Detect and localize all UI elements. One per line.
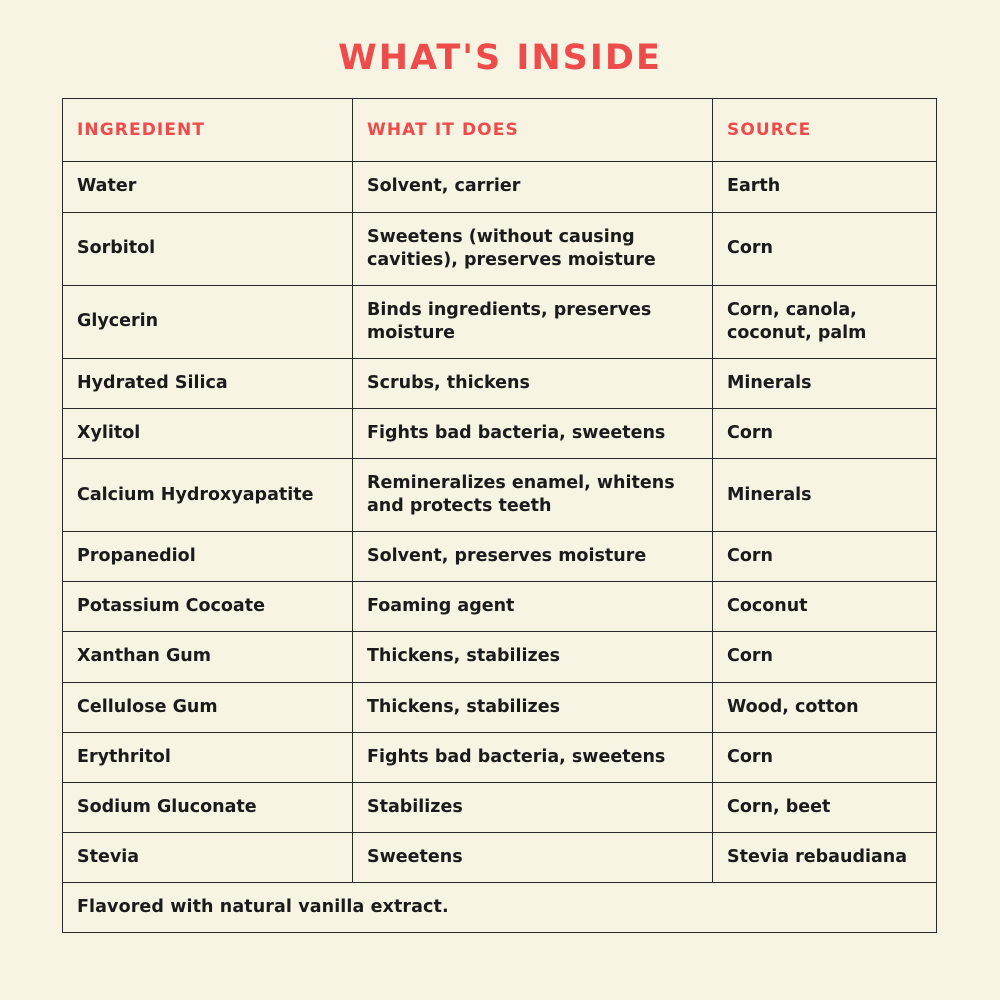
cell-ingredient: Water [63, 162, 353, 212]
footnote-text: Flavored with natural vanilla extract. [63, 882, 937, 932]
cell-source: Corn [713, 212, 937, 285]
cell-ingredient: Propanediol [63, 532, 353, 582]
table-header-row [63, 99, 937, 162]
cell-source: Stevia rebaudiana [713, 832, 937, 882]
cell-source: Minerals [713, 459, 937, 532]
cell-source: Minerals [713, 358, 937, 408]
table-row [63, 732, 937, 782]
cell-ingredient: Xylitol [63, 409, 353, 459]
cell-source: Corn [713, 532, 937, 582]
cell-ingredient: Glycerin [63, 285, 353, 358]
table-row [63, 782, 937, 832]
table-row [63, 459, 937, 532]
cell-source: Wood, cotton [713, 682, 937, 732]
column-header-ingredient: INGREDIENT [63, 99, 353, 162]
cell-what-it-does: Remineralizes enamel, whitens and protects teeth [353, 459, 713, 532]
cell-ingredient: Erythritol [63, 732, 353, 782]
table-header [63, 99, 937, 162]
cell-source: Corn, canola, coconut, palm [713, 285, 937, 358]
cell-what-it-does: Scrubs, thickens [353, 358, 713, 408]
table-footnote-row [63, 882, 937, 932]
cell-what-it-does: Solvent, carrier [353, 162, 713, 212]
table-row [63, 582, 937, 632]
cell-what-it-does: Stabilizes [353, 782, 713, 832]
cell-ingredient: Stevia [63, 832, 353, 882]
table-row [63, 632, 937, 682]
cell-source: Earth [713, 162, 937, 212]
table-body [63, 162, 937, 933]
cell-what-it-does: Thickens, stabilizes [353, 632, 713, 682]
ingredients-table-container [62, 98, 936, 933]
cell-ingredient: Sodium Gluconate [63, 782, 353, 832]
table-row [63, 409, 937, 459]
cell-ingredient: Xanthan Gum [63, 632, 353, 682]
cell-ingredient: Potassium Cocoate [63, 582, 353, 632]
cell-what-it-does: Foaming agent [353, 582, 713, 632]
cell-source: Corn, beet [713, 782, 937, 832]
cell-ingredient: Hydrated Silica [63, 358, 353, 408]
cell-source: Corn [713, 732, 937, 782]
cell-what-it-does: Sweetens (without causing cavities), preserves moisture [353, 212, 713, 285]
table-row [63, 832, 937, 882]
page-title: WHAT'S INSIDE [338, 38, 662, 78]
table-row [63, 212, 937, 285]
table-row [63, 682, 937, 732]
cell-source: Corn [713, 409, 937, 459]
column-header-source: SOURCE [713, 99, 937, 162]
cell-what-it-does: Solvent, preserves moisture [353, 532, 713, 582]
cell-source: Corn [713, 632, 937, 682]
table-row [63, 285, 937, 358]
cell-ingredient: Cellulose Gum [63, 682, 353, 732]
cell-what-it-does: Fights bad bacteria, sweetens [353, 732, 713, 782]
ingredients-table [62, 98, 937, 933]
cell-what-it-does: Fights bad bacteria, sweetens [353, 409, 713, 459]
table-row [63, 162, 937, 212]
table-row [63, 532, 937, 582]
cell-what-it-does: Thickens, stabilizes [353, 682, 713, 732]
table-row [63, 358, 937, 408]
cell-what-it-does: Binds ingredients, preserves moisture [353, 285, 713, 358]
cell-ingredient: Calcium Hydroxyapatite [63, 459, 353, 532]
cell-source: Coconut [713, 582, 937, 632]
cell-ingredient: Sorbitol [63, 212, 353, 285]
cell-what-it-does: Sweetens [353, 832, 713, 882]
column-header-what-it-does: WHAT IT DOES [353, 99, 713, 162]
